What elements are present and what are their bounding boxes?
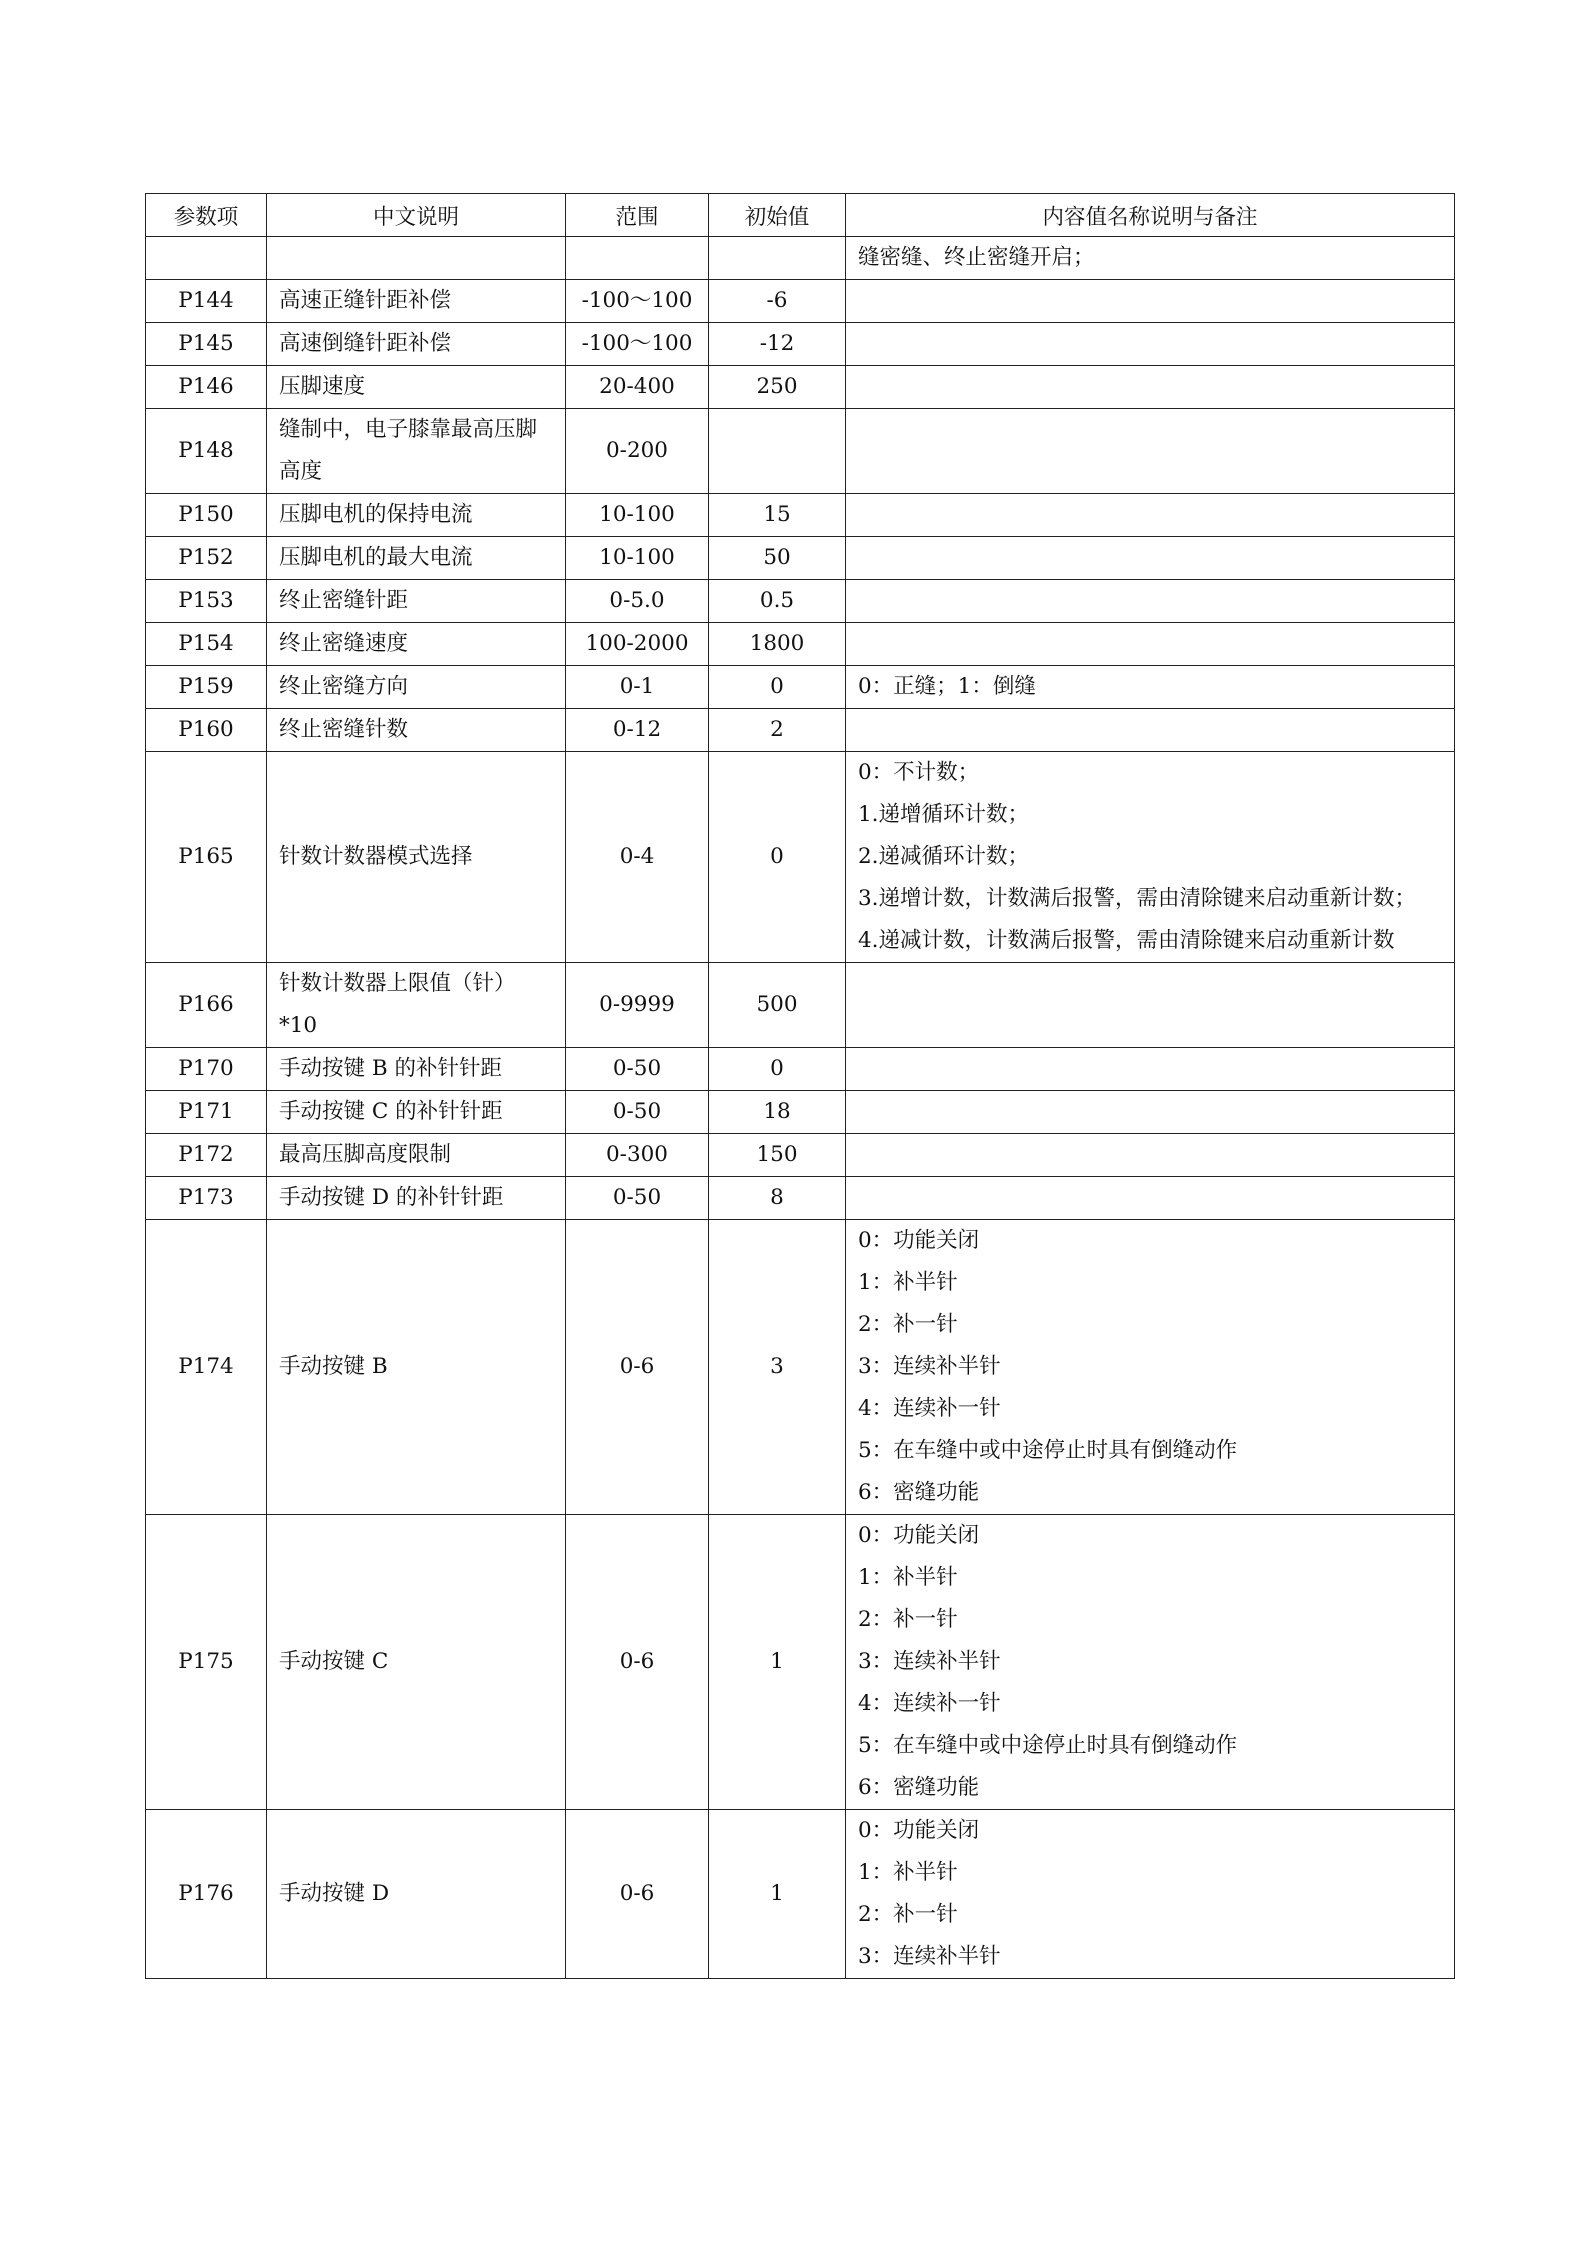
range-cell: -100～100 [566,280,709,323]
initial-value-cell: 1800 [709,623,846,666]
param-cell: P146 [146,366,267,409]
param-cell: P153 [146,580,267,623]
description-cell: 手动按键 D 的补针针距 [267,1177,566,1220]
notes-cell [846,580,1455,623]
param-cell: P173 [146,1177,267,1220]
range-cell: 0-300 [566,1134,709,1177]
range-cell: 0-50 [566,1177,709,1220]
description-cell: 终止密缝方向 [267,666,566,709]
description-cell: 终止密缝针数 [267,709,566,752]
param-cell: P176 [146,1810,267,1979]
note-line: 0：正缝；1：倒缝 [858,674,1036,699]
table-row [146,709,1455,752]
range-cell: 0-6 [566,1810,709,1979]
description-cell: 手动按键 B [267,1220,566,1515]
note-line: 4.递减计数，计数满后报警，需由清除键来启动重新计数 [858,928,1395,953]
initial-value-cell: 1 [709,1810,846,1979]
range-cell [566,237,709,280]
notes-cell [846,1220,1455,1515]
table-row [146,494,1455,537]
note-line: 0：不计数； [858,760,980,785]
range-cell: 0-50 [566,1091,709,1134]
range-cell: 0-4 [566,752,709,963]
notes-cell [846,623,1455,666]
table-row [146,752,1455,963]
note-line: 0：功能关闭 [858,1818,980,1843]
description-cell: 终止密缝速度 [267,623,566,666]
range-cell: 0-50 [566,1048,709,1091]
notes-cell [846,963,1455,1048]
note-line: 3：连续补半针 [858,1354,1001,1379]
range-cell: 0-200 [566,409,709,494]
note-line: 2：补一针 [858,1902,958,1927]
initial-value-cell: 3 [709,1220,846,1515]
initial-value-cell: 0 [709,752,846,963]
description-cell: 手动按键 B 的补针针距 [267,1048,566,1091]
initial-value-cell [709,237,846,280]
param-cell: P144 [146,280,267,323]
initial-value-cell: 250 [709,366,846,409]
table-row [146,1048,1455,1091]
notes-cell [846,323,1455,366]
description-cell: 压脚速度 [267,366,566,409]
notes-cell [846,666,1455,709]
param-cell: P159 [146,666,267,709]
param-cell [146,237,267,280]
note-line: 3：连续补半针 [858,1649,1001,1674]
table-header-row [146,194,1455,237]
description-cell: 最高压脚高度限制 [267,1134,566,1177]
notes-cell [846,709,1455,752]
note-line: 缝密缝、终止密缝开启； [858,245,1095,270]
table-row [146,1220,1455,1515]
param-cell: P171 [146,1091,267,1134]
table-row [146,623,1455,666]
note-line: 5：在车缝中或中途停止时具有倒缝动作 [858,1438,1238,1463]
table-row [146,666,1455,709]
note-line: 0：功能关闭 [858,1523,980,1548]
range-cell: 0-6 [566,1220,709,1515]
header-name: 中文说明 [267,194,566,237]
notes-cell [846,1048,1455,1091]
description-cell: 压脚电机的最大电流 [267,537,566,580]
range-cell: 0-1 [566,666,709,709]
parameter-table [145,193,1455,1979]
table-row [146,1515,1455,1810]
table-row [146,537,1455,580]
param-cell: P145 [146,323,267,366]
description-cell: 手动按键 D [267,1810,566,1979]
table-row [146,366,1455,409]
initial-value-cell: 150 [709,1134,846,1177]
notes-cell [846,752,1455,963]
note-line: 4：连续补一针 [858,1691,1001,1716]
table-row [146,280,1455,323]
table-row [146,1810,1455,1979]
param-cell: P175 [146,1515,267,1810]
initial-value-cell: -12 [709,323,846,366]
range-cell: 20-400 [566,366,709,409]
description-cell: 缝制中，电子膝靠最高压脚高度 [267,409,566,494]
notes-cell [846,1134,1455,1177]
param-cell: P174 [146,1220,267,1515]
range-cell: 10-100 [566,494,709,537]
note-line: 1：补半针 [858,1860,958,1885]
table-row [146,580,1455,623]
description-cell: 针数计数器模式选择 [267,752,566,963]
note-line: 5：在车缝中或中途停止时具有倒缝动作 [858,1733,1238,1758]
param-cell: P170 [146,1048,267,1091]
initial-value-cell: 500 [709,963,846,1048]
notes-cell [846,409,1455,494]
description-cell: 针数计数器上限值（针）*10 [267,963,566,1048]
range-cell: 100-2000 [566,623,709,666]
header-param: 参数项 [146,194,267,237]
initial-value-cell: 18 [709,1091,846,1134]
param-cell: P148 [146,409,267,494]
param-cell: P160 [146,709,267,752]
note-line: 1：补半针 [858,1270,958,1295]
table-body [146,237,1455,1979]
description-cell: 终止密缝针距 [267,580,566,623]
table-row [146,1177,1455,1220]
header-notes: 内容值名称说明与备注 [846,194,1455,237]
range-cell: -100～100 [566,323,709,366]
range-cell: 0-12 [566,709,709,752]
range-cell: 0-5.0 [566,580,709,623]
table-row [146,1091,1455,1134]
note-line: 2.递减循环计数； [858,844,1030,869]
initial-value-cell: 1 [709,1515,846,1810]
table-row [146,409,1455,494]
description-cell: 高速倒缝针距补偿 [267,323,566,366]
table-row [146,237,1455,280]
note-line: 6：密缝功能 [858,1775,980,1800]
param-cell: P154 [146,623,267,666]
notes-cell [846,1177,1455,1220]
note-line: 1.递增循环计数； [858,802,1030,827]
initial-value-cell: 0.5 [709,580,846,623]
description-cell [267,237,566,280]
initial-value-cell: -6 [709,280,846,323]
table-row [146,323,1455,366]
initial-value-cell: 2 [709,709,846,752]
notes-cell [846,237,1455,280]
param-cell: P172 [146,1134,267,1177]
notes-cell [846,494,1455,537]
notes-cell [846,1515,1455,1810]
note-line: 1：补半针 [858,1565,958,1590]
initial-value-cell: 15 [709,494,846,537]
table-row [146,1134,1455,1177]
description-cell: 手动按键 C [267,1515,566,1810]
initial-value-cell: 0 [709,1048,846,1091]
note-line: 3.递增计数，计数满后报警，需由清除键来启动重新计数； [858,886,1417,911]
param-cell: P152 [146,537,267,580]
range-cell: 0-6 [566,1515,709,1810]
notes-cell [846,537,1455,580]
note-line: 4：连续补一针 [858,1396,1001,1421]
description-cell: 手动按键 C 的补针针距 [267,1091,566,1134]
header-initial: 初始值 [709,194,846,237]
notes-cell [846,1091,1455,1134]
range-cell: 0-9999 [566,963,709,1048]
notes-cell [846,280,1455,323]
initial-value-cell: 50 [709,537,846,580]
note-line: 2：补一针 [858,1312,958,1337]
header-range: 范围 [566,194,709,237]
initial-value-cell [709,409,846,494]
initial-value-cell: 8 [709,1177,846,1220]
param-cell: P165 [146,752,267,963]
notes-cell [846,366,1455,409]
note-line: 0：功能关闭 [858,1228,980,1253]
note-line: 2：补一针 [858,1607,958,1632]
description-cell: 压脚电机的保持电流 [267,494,566,537]
note-line: 3：连续补半针 [858,1944,1001,1969]
param-cell: P166 [146,963,267,1048]
param-cell: P150 [146,494,267,537]
range-cell: 10-100 [566,537,709,580]
note-line: 6：密缝功能 [858,1480,980,1505]
initial-value-cell: 0 [709,666,846,709]
description-cell: 高速正缝针距补偿 [267,280,566,323]
table-row [146,963,1455,1048]
notes-cell [846,1810,1455,1979]
